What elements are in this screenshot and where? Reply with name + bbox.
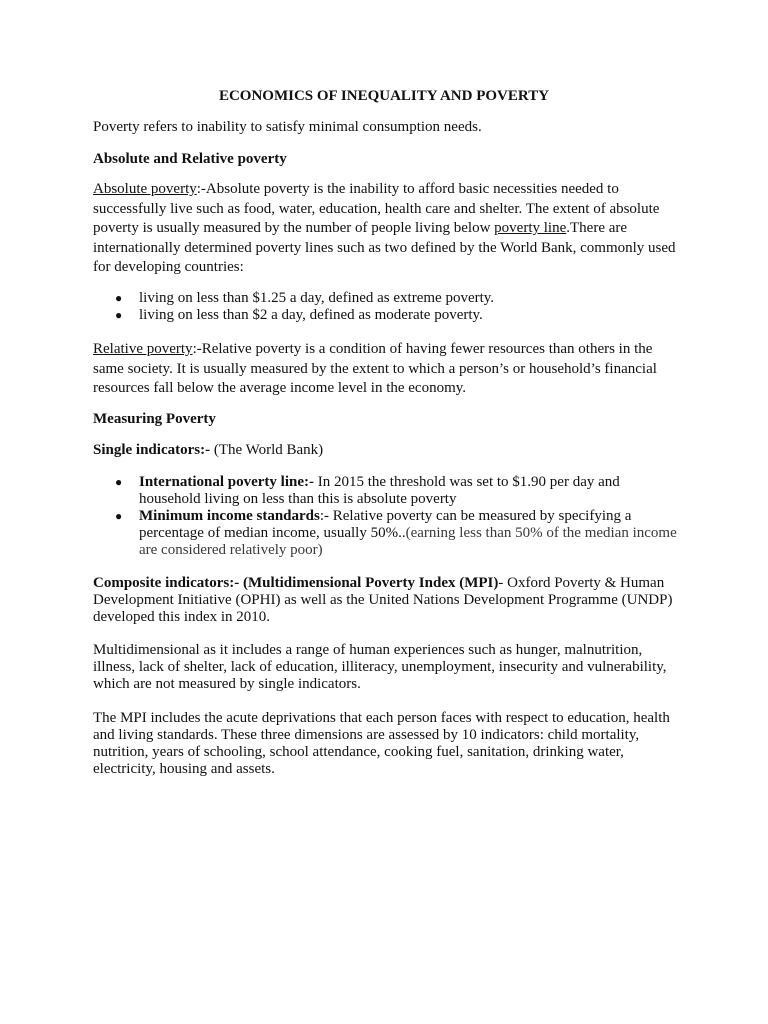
heading-measuring-poverty: Measuring Poverty [93,411,216,427]
absolute-poverty-text-2: .There are internationally determined poverty lines such as two defined by the World Bank, commonly used for developing countries: [93,220,676,276]
list-item [93,307,683,324]
bullet-icon: ● [115,475,123,489]
list-item [93,474,683,508]
composite-indicators-text: - Oxford Poverty & Human Development Initiative (OPHI) as well as the United Nations Development Programme (UNDP) developed this index in 2010. [93,575,673,625]
list-item [93,508,683,559]
list-item-label: Minimum income standards [139,508,320,524]
composite-indicators-paragraph [93,575,683,626]
relative-poverty-text: :-Relative poverty is a condition of having fewer resources than others in the same society. It is usually measured by the extent to which a person’s or household’s financial resources fall below the average income level in the economy. [93,341,657,397]
list-item-text: living on less than $1.25 a day, defined as extreme poverty. [139,290,495,306]
heading-absolute-relative: Absolute and Relative poverty [93,151,287,167]
single-indicators-label: Single indicators:- [93,442,211,458]
absolute-poverty-text: :-Absolute poverty is the inability to afford basic necessities needed to successfully live such as food, water, education, health care and shelter. The extent of absolute poverty is usually measured by the number of people living below [93,181,660,237]
absolute-poverty-term: Absolute poverty [93,181,197,197]
list-item [93,290,683,307]
list-item-text: living on less than $2 a day, defined as moderate poverty. [139,307,483,323]
composite-indicators-label: Composite indicators:- (Multidimensional Poverty Index (MPI) [93,575,499,591]
absolute-poverty-paragraph [93,180,683,278]
single-indicators-source: (The World Bank) [210,442,324,458]
multidimensional-paragraph: Multidimensional as it includes a range of human experiences such as hunger, malnutrition, illness, lack of shelter, lack of education, illiteracy, unemployment, insecurity and vulnerability, which are not measured by single indicators. [93,642,667,692]
list-item-text: In 2015 the threshold was set to $1.90 per day and household living on less than this is absolute poverty [139,474,620,507]
bullet-icon: ● [115,308,123,322]
absolute-poverty-bullet-list [93,290,683,324]
single-indicators-bullet-list [93,474,683,559]
bullet-icon: ● [115,291,123,305]
relative-poverty-paragraph [93,340,683,399]
poverty-line-link[interactable]: poverty line [494,220,567,237]
single-indicators-heading [93,441,683,461]
intro-paragraph: Poverty refers to inability to satisfy minimal consumption needs. [93,119,482,135]
bullet-icon: ● [115,509,123,523]
list-item-text: :- Relative poverty can be measured by specifying a percentage of median income, usually 50%.. [139,508,632,541]
list-item-note: (earning less than 50% of the median income are considered relatively poor) [139,525,677,558]
list-item-label: International poverty line:- [139,474,314,490]
relative-poverty-term: Relative poverty [93,341,193,357]
page-title: ECONOMICS OF INEQUALITY AND POVERTY [218,88,550,104]
mpi-paragraph: The MPI includes the acute deprivations that each person faces with respect to education, health and living standards. These three dimensions are assessed by 10 indicators: child mortality, nutrition, years of schooling, school attendance, cooking fuel, sanitation, drinking water, electricity, housing and assets. [93,710,670,777]
